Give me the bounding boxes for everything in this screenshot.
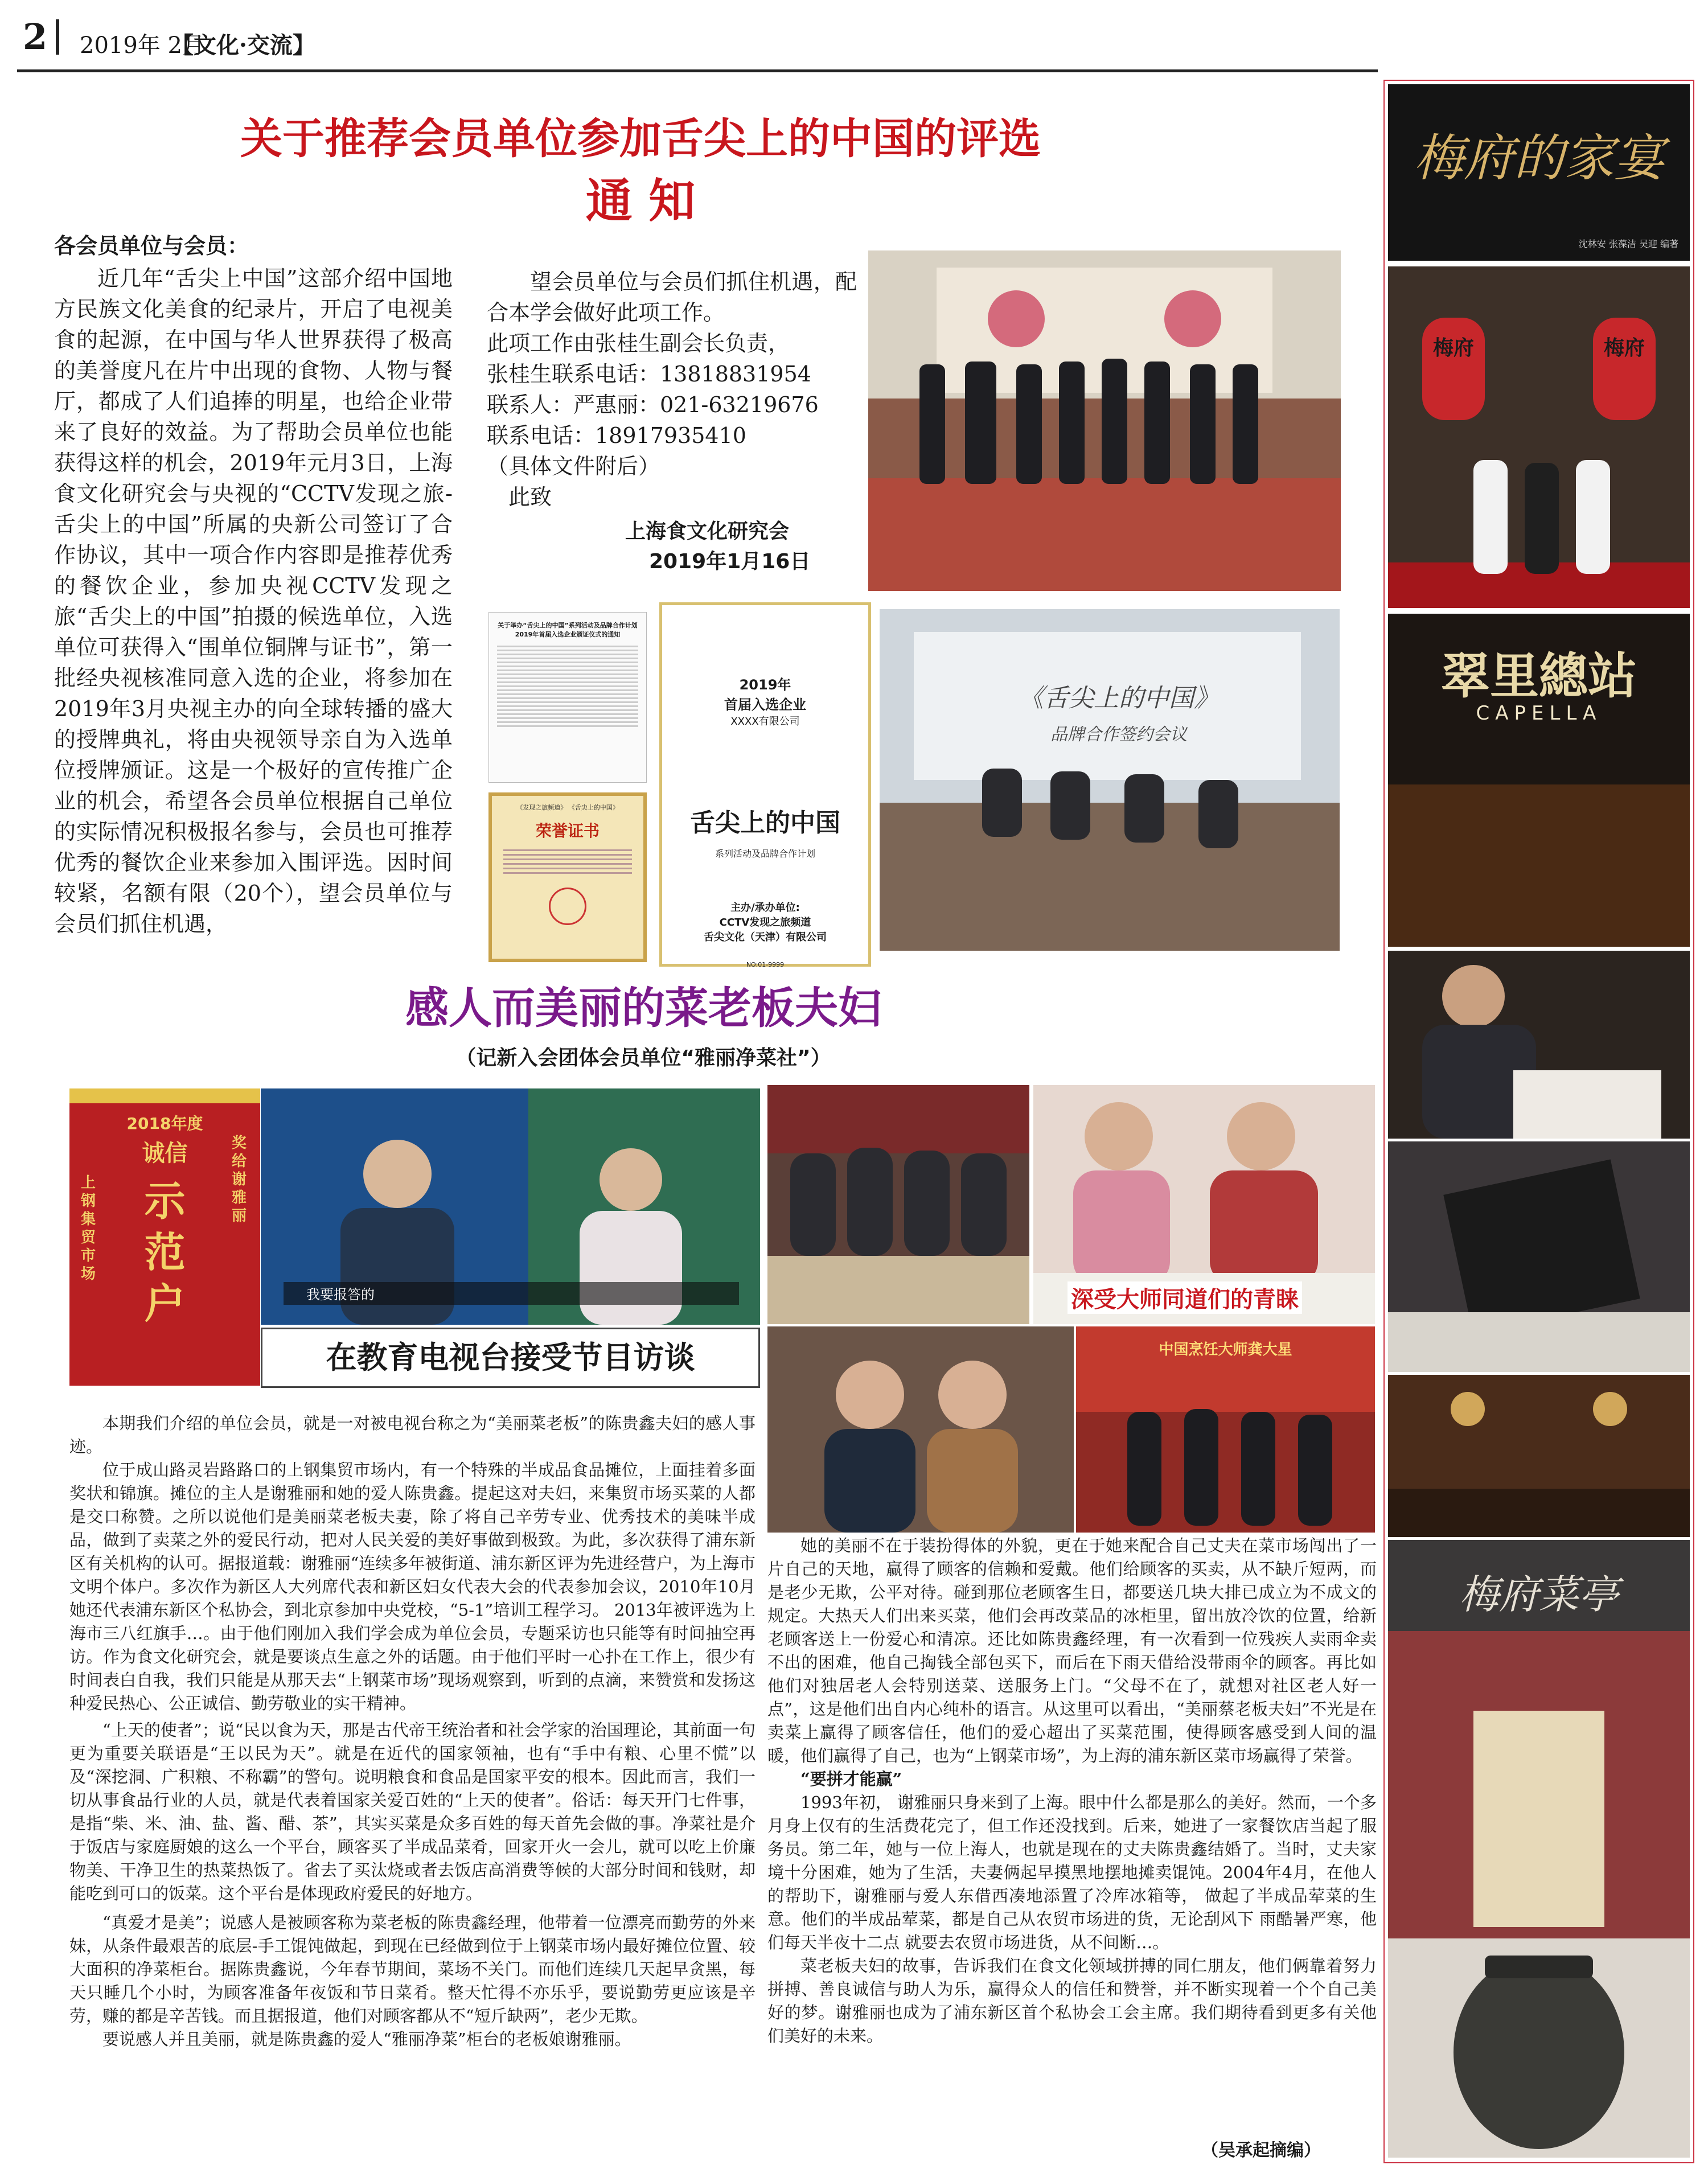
article2-subtitle: （记新入会团体会员单位“雅丽净菜社”） [455, 1046, 831, 1070]
page-number: 2 [23, 16, 48, 57]
article2-para: 1993年初， 谢雅丽只身来到了上海。眼中什么都是那么的美好。然而，一个多月身上仅有的生活费花完了，但工作还没找到。后来，她进了一家餐饮店当起了服务员。第二年，她与一位上海人，也就是现在的丈夫陈贵鑫结婚了。当时，丈夫家境十分困难，她为了生活，夫妻俩起早摸黑地摆地摊卖馄饨。2004年4月，在他人的帮助下，谢雅丽与爱人东借西凑地添置了冷库冰箱等， 做起了半成品荤菜的生意。他们的半成品荤菜，都是自己从农贸市场进的货，无论刮风下 雨酷暑严寒，他们每天半夜十二点 就要去农贸市场进货，从不间断…。 [767, 1793, 1377, 1952]
poster-host3: 舌尖文化（天津）有限公司 [704, 931, 827, 943]
signing-ceremony-photo [868, 250, 1341, 591]
header-divider [56, 19, 59, 55]
cert-title: 荣誉证书 [535, 821, 600, 840]
banner-line: 诚信 [142, 1140, 188, 1166]
poster-no: NO:01-9999 [746, 961, 785, 968]
article2-subheading: “要拼才能赢” [800, 1769, 902, 1789]
group-photo-market [767, 1085, 1029, 1324]
meeting-banner-sub: 品牌合作签约会议 [1050, 725, 1187, 745]
book-title: 梅府的家宴 [1413, 129, 1664, 187]
book-authors: 沈林安 张葆洁 吴迎 编著 [1578, 239, 1678, 249]
contact-line: （具体文件附后） [487, 454, 660, 479]
contact-line: 联系电话：18917935410 [487, 423, 746, 448]
restaurant-sign: 翠里總站 [1441, 647, 1637, 705]
award-poster [659, 602, 871, 967]
article2-para: “真爱才是美”；说感人是被顾客称为菜老板的陈贵鑫经理，他带着一位漂亮而勤劳的外来妹，从条件最艰苦的底层-手工馄饨做起，到现在已经做到位于上钢菜市场内最好摊位位置、较大面积的净菜柜台。据陈贵鑫说，今年春节期间，菜场不关门。而他们连续几天起早贪黑，每天只睡几个小时，为顾客准备年夜饭和节日菜肴。整天忙得不亦乐乎，要说勤劳更应该是辛劳，赚的都是辛苦钱。而且据报道，他们对顾客都从不“短斤缺两”，老少无欺。 [69, 1913, 756, 2026]
poster-main: 舌尖上的中国 [690, 808, 840, 837]
article1-title: 关于推荐会员单位参加舌尖上的中国的评选 [240, 114, 1041, 163]
article2-right-column [767, 1534, 1377, 2160]
tv-interview-photo [261, 1088, 760, 1325]
article2-title: 感人而美丽的菜老板夫妇 [405, 983, 881, 1033]
contact-line: 望会员单位与会员们抓住机遇，配合本学会做好此项工作。 [487, 269, 857, 325]
article1-para: 近几年“舌尖上中国”这部介绍中国地方民族文化美食的纪录片，开启了电视美食的起源，在中国与华人世界获得了极高的美誉度凡在片中出现的食物、人物与餐厅，都成了人们追捧的明星，也给企业带来了良好的效益。为了帮助会员单位也能获得这样的机会，2019年元月3日，上海食文化研究会与央视的“CCTV发现之旅-舌尖上的中国”所属的央新公司签订了合作协议，其中一项合作内容即是推荐优秀的餐饮企业，参加央视CCTV发现之旅“舌尖上的中国”拍摄的候选单位，入选单位可获得入“围单位铜牌与证书”，第一批经央视核准同意入选的企业，将参加在2019年3月央视主办的向全球转播的盛大的授牌典礼，将由央视领导亲自为入选单位授牌颁证。这是一个极好的宣传推广企业的机会，希望各会员单位根据自己单位的实际情况积极报名参与，会员也可推荐优秀的餐饮企业来参加入围评选。因时间较紧，名额有限（20个），望会员单位与会员们抓住机遇， [54, 266, 453, 936]
contact-line: 此致 [508, 484, 552, 510]
article1-contact-block [487, 266, 857, 512]
poster-line1: 首届入选企业 [724, 697, 806, 713]
tv-interview-caption: 在教育电视台接受节目访谈 [261, 1328, 760, 1388]
book-display-photo [1388, 1141, 1690, 1372]
article2-left-column [69, 1412, 756, 2163]
doc-title: 关于举办“舌尖上的中国”系列活动及品牌合作计划2019年首届入选企业颁证仪式的通知 [498, 622, 638, 638]
header-rule [17, 69, 1378, 72]
book-cover-photo [1388, 84, 1690, 261]
section-name: 【文化·交流】 [171, 32, 315, 59]
meeting-room-photo [880, 609, 1340, 951]
banner-line: 户 [144, 1280, 186, 1328]
capella-sign: CAPELLA [1476, 702, 1602, 725]
article2-para: 要说感人并且美丽，就是陈贵鑫的爱人“雅丽净菜”柜台的老板娘谢雅丽。 [102, 2030, 631, 2049]
poster-sub: 系列活动及品牌合作计划 [715, 848, 815, 859]
banner-side-right: 奖给谢雅丽 [232, 1135, 247, 1225]
shop-front-photo [1388, 1540, 1690, 2158]
article1-salutation: 各会员单位与会员： [54, 233, 249, 258]
lantern-right: 梅府 [1603, 336, 1645, 360]
signature-org: 上海食文化研究会 [625, 520, 790, 543]
ceremony-banner: 中国烹饪大师龚大星 [1159, 1341, 1292, 1358]
signature-date: 2019年1月16日 [649, 550, 811, 573]
dining-room-photo [1388, 1375, 1690, 1537]
banner-line: 2018年度 [126, 1114, 203, 1133]
praise-caption: 深受大师同道们的青睐 [1068, 1281, 1302, 1314]
shop-sign: 梅府菜亭 [1459, 1571, 1619, 1618]
couple-dinner-photo [1033, 1085, 1375, 1324]
banner-side-left: 上钢集贸市场 [81, 1174, 96, 1283]
chefs-photo [767, 1326, 1074, 1533]
article1-body [54, 263, 453, 975]
meeting-banner: 《舌尖上的中国》 [1019, 684, 1219, 713]
issue-date: 2019年 2月 [80, 32, 205, 59]
banner-line: 示 [144, 1177, 186, 1225]
capella-sign-photo [1388, 614, 1690, 947]
poster-host1: 主办/承办单位: [730, 902, 800, 914]
article2-para: 她的美丽不在于装扮得体的外貌，更在于她来配合自己丈夫在菜市场闯出了一片自己的天地，赢得了顾客的信赖和爱戴。他们给顾客的买卖，从不缺斤短两，而是老少无欺，公平对待。碰到那位老顾客生日，都要送几块大排已成立为不成文的规定。大热天人们出来买菜，他们会再改菜品的冰柜里，留出放冷饮的位置，给新老顾客送上一份爱心和清凉。还比如陈贵鑫经理，有一次看到一位残疾人卖雨伞卖不出的困难，他自己掏钱全部包买下，而后在下雨天借给没带雨伞的顾客。再比如他们对独居老人会特别送菜、送服务上门。“父母不在了，就想对社区老人好一点”，这是他们出自内心纯朴的语言。从这里可以看出，“美丽蔡老板夫妇”不光是在卖菜上赢得了顾客信任，他们的爱心超出了买菜范围，使得顾客感受到人间的温暖，他们赢得了自己，也为“上钢菜市场”，为上海的浦东新区菜市场赢得了荣誉。 [767, 1536, 1377, 1765]
cert-header: 《发现之旅频道》 《舌尖上的中国》 [516, 804, 619, 811]
restaurant-gate-photo [1388, 266, 1690, 608]
poster-line2: XXXX有限公司 [730, 716, 800, 728]
lantern-left: 梅府 [1432, 336, 1474, 360]
banner-line: 范 [144, 1229, 186, 1276]
red-seal-icon [549, 888, 586, 925]
contact-line: 张桂生联系电话：13818831954 [487, 362, 811, 387]
honor-banner-photo [69, 1088, 260, 1386]
article2-para: “上天的使者”；说“民以食为天，那是古代帝王统治者和社会学家的治国理论，其前面一句更为重要关联语是“王以民为天”。就是在近代的国家领袖，也有“手中有粮、心里不慌”以及“深挖洞、广积粮、不称霸”的警句。说明粮食和食品是国家平安的根本。因此而言，我们一切从事食品行业的人员，就是代表着国家关爱百姓的“上天的使者”。俗话：每天开门七件事，是指“柴、米、油、盐、酱、醋、茶”，其实买菜是众多百姓的每天首先会做的事。净菜社是介于饭店与家庭厨娘的这么一个平台，顾客买了半成品菜肴，回家开火一会儿，就可以吃上价廉物美、干净卫生的热菜热饭了。省去了买汰烧或者去饭店高消费等候的大部分时间和钱财，却能吃到可口的饭菜。这个平台是体现政府爱民的好地方。 [69, 1720, 756, 1903]
article1-title-notice: 通 知 [585, 174, 696, 228]
contact-line: 此项工作由张桂生副会长负责， [487, 331, 790, 356]
honor-certificate-image [488, 792, 647, 962]
tv-subtitle: 我要报答的 [306, 1287, 375, 1303]
ceremony-photo [1076, 1326, 1375, 1533]
notice-document-image [488, 612, 647, 783]
article2-author: （吴承起摘编） [1201, 2141, 1321, 2160]
article2-para: 菜老板夫妇的故事，告诉我们在食文化领域拼搏的同仁朋友，他们俩靠着努力拼搏、善良诚信与助人为乐，赢得众人的信任和赞誉，并不断实现着一个个自己美好的梦。谢雅丽也成为了浦东新区首个私协会工会主席。我们期待看到更多有关他们美好的未来。 [767, 1956, 1377, 2045]
poster-host2: CCTV发现之旅频道 [719, 917, 811, 929]
article2-para: 位于成山路灵岩路路口的上钢集贸市场内，有一个特殊的半成品食品摊位，上面挂着多面奖状和锦旗。摊位的主人是谢雅丽和她的爱人陈贵鑫。提起这对夫妇，来集贸市场买菜的人都是交口称赞。之所以说他们是美丽菜老板夫妻，除了将自己辛劳专业、优秀技术的美味半成品，做到了卖菜之外的爱民行动，把对人民关爱的美好事做到极致。为此，多次获得了浦东新区有关机构的认可。据报道载：谢雅丽“连续多年被街道、浦东新区评为先进经营户，为上海市文明个体户。多次作为新区人大列席代表和新区妇女代表大会的代表参加会议，2010年10月她还代表浦东新区个私协会，到北京参加中央党校，“5-1”培训工程学习。 2013年被评选为上海市三八红旗手…。由于他们刚加入我们学会成为单位会员，专题采访也只能等有时间抽空再访。作为食文化研究会，就是要谈点生意之外的话题。由于他们平时一心扑在工作上，很少有时间表白自我，我们只能是从那天去“上钢菜市场”现场观察到，听到的点滴，来赞赏和发扬这种爱民热心、公正诚信、勤劳敬业的实干精神。 [69, 1460, 756, 1713]
poster-year: 2019年 [739, 677, 791, 693]
book-signing-photo [1388, 951, 1690, 1139]
article2-para: 本期我们介绍的单位会员，就是一对被电视台称之为“美丽菜老板”的陈贵鑫夫妇的感人事迹。 [69, 1414, 756, 1456]
contact-line: 联系人：严惠丽：021-63219676 [487, 392, 819, 417]
